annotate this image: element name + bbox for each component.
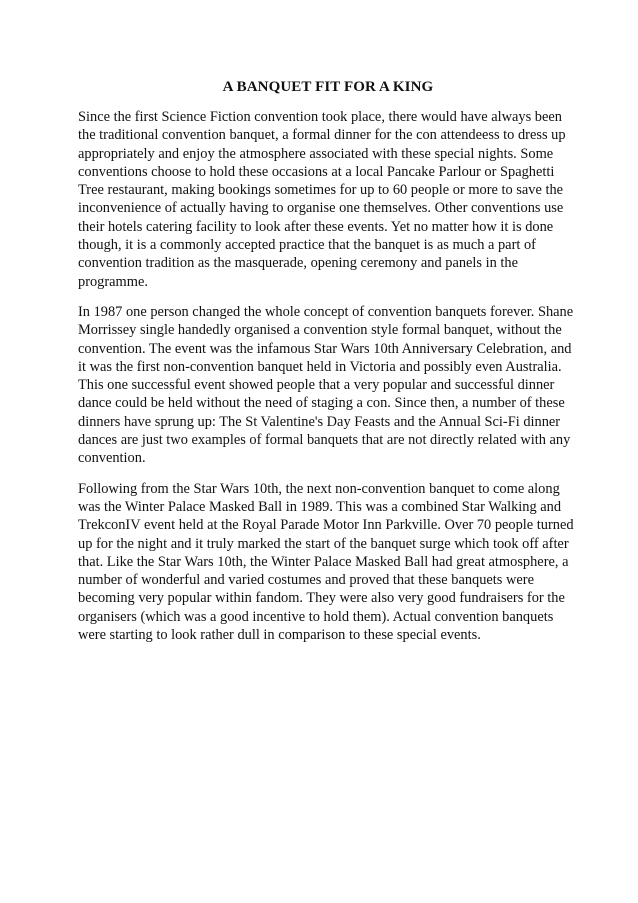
document-page [78, 78, 578, 656]
paragraph-1: Since the first Science Fiction convention took place, there would have always been the traditional convention banquet, a formal dinner for the con attendeess to dress up appropriately and enjoy the atmosphere associated with these special nights. Some conventions choose to hold these occasions at a local Pancake Parlour or Spaghetti Tree restaurant, making bookings sometimes for up to 60 people or more to save the inconvenience of actually having to organise one themselves. Other conventions use their hotels catering facility to look after these events. Yet no matter how it is done though, it is a commonly accepted practice that the banquet is as much a part of convention tradition as the masquerade, opening ceremony and panels in the programme. [78, 109, 566, 290]
paragraph-2: In 1987 one person changed the whole concept of convention banquets forever. Shane Morrissey single handedly organised a convention style formal banquet, without the convention. The event was the infamous Star Wars 10th Anniversary Celebration, and it was the first non-convention banquet held in Victoria and possibly even Australia. This one successful event showed people that a very popular and successful dinner dance could be held without the need of staging a con. Since then, a number of these dinners have sprung up: The St Valentine's Day Feasts and the Annual Sci-Fi dinner dances are just two examples of formal banquets that are not directly related with any convention. [78, 303, 574, 467]
paragraph-3: Following from the Star Wars 10th, the next non-convention banquet to come along was the Winter Palace Masked Ball in 1989. This was a combined Star Walking and TrekconIV event held at the Royal Parade Motor Inn Parkville. Over 70 people turned up for the night and it truly marked the start of the banquet surge which took off after that. Like the Star Wars 10th, the Winter Palace Masked Ball had great atmosphere, a number of wonderful and varied costumes and proved that these banquets were becoming very popular within fandom. They were also very good fundraisers for the organisers (which was a good incentive to hold them). Actual convention banquets were starting to look rather dull in comparison to these special events. [78, 480, 574, 644]
document-title: A BANQUET FIT FOR A KING [222, 79, 434, 95]
